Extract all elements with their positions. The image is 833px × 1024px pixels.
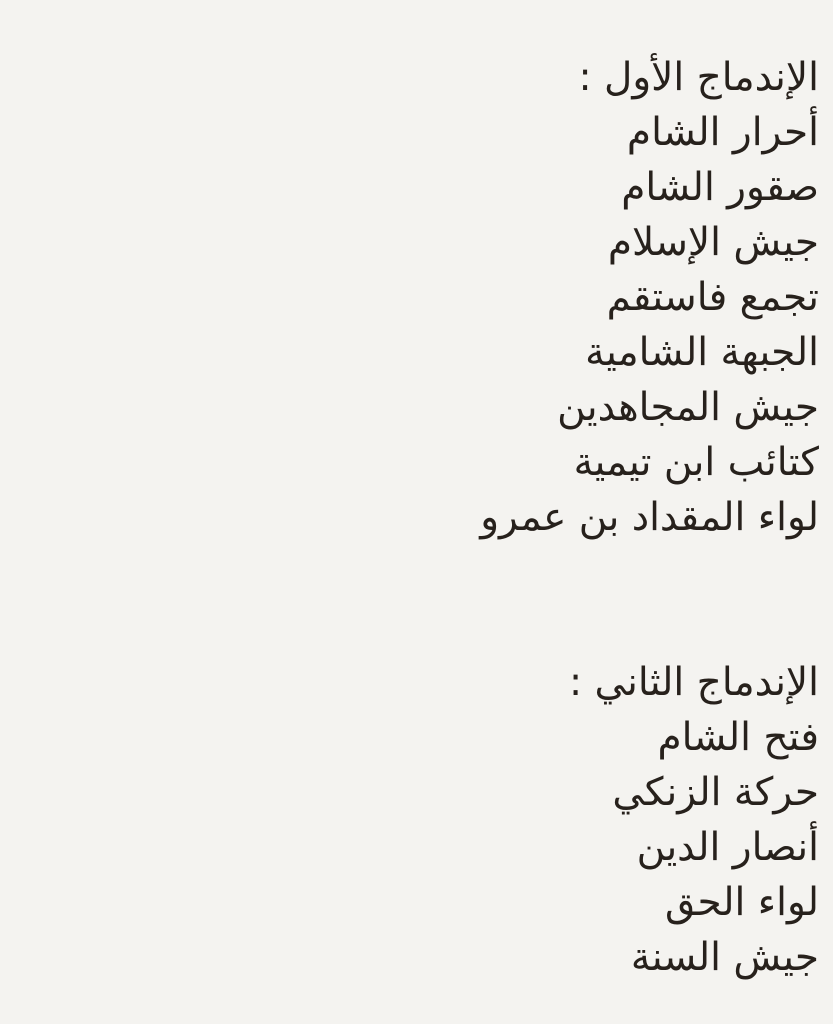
faction-name: الجبهة الشامية — [585, 330, 819, 375]
section-2-title: الإندماج الثاني : — [568, 660, 819, 705]
faction-name: أنصار الدين — [636, 825, 819, 870]
faction-name: تجمع فاستقم — [606, 275, 819, 320]
faction-name: صقور الشام — [621, 165, 819, 210]
faction-name: كتائب ابن تيمية — [573, 440, 819, 485]
faction-name: لواء المقداد بن عمرو — [480, 495, 819, 540]
faction-name: لواء الحق — [664, 880, 819, 925]
faction-name: حركة الزنكي — [612, 770, 819, 815]
faction-name: فتح الشام — [657, 715, 819, 760]
faction-name: جيش الإسلام — [607, 220, 819, 265]
faction-name: أحرار الشام — [626, 110, 819, 155]
faction-name: جيش السنة — [630, 935, 819, 980]
faction-name: جيش المجاهدين — [557, 385, 819, 430]
section-1-title: الإندماج الأول : — [578, 55, 819, 100]
section-gap — [0, 545, 819, 655]
